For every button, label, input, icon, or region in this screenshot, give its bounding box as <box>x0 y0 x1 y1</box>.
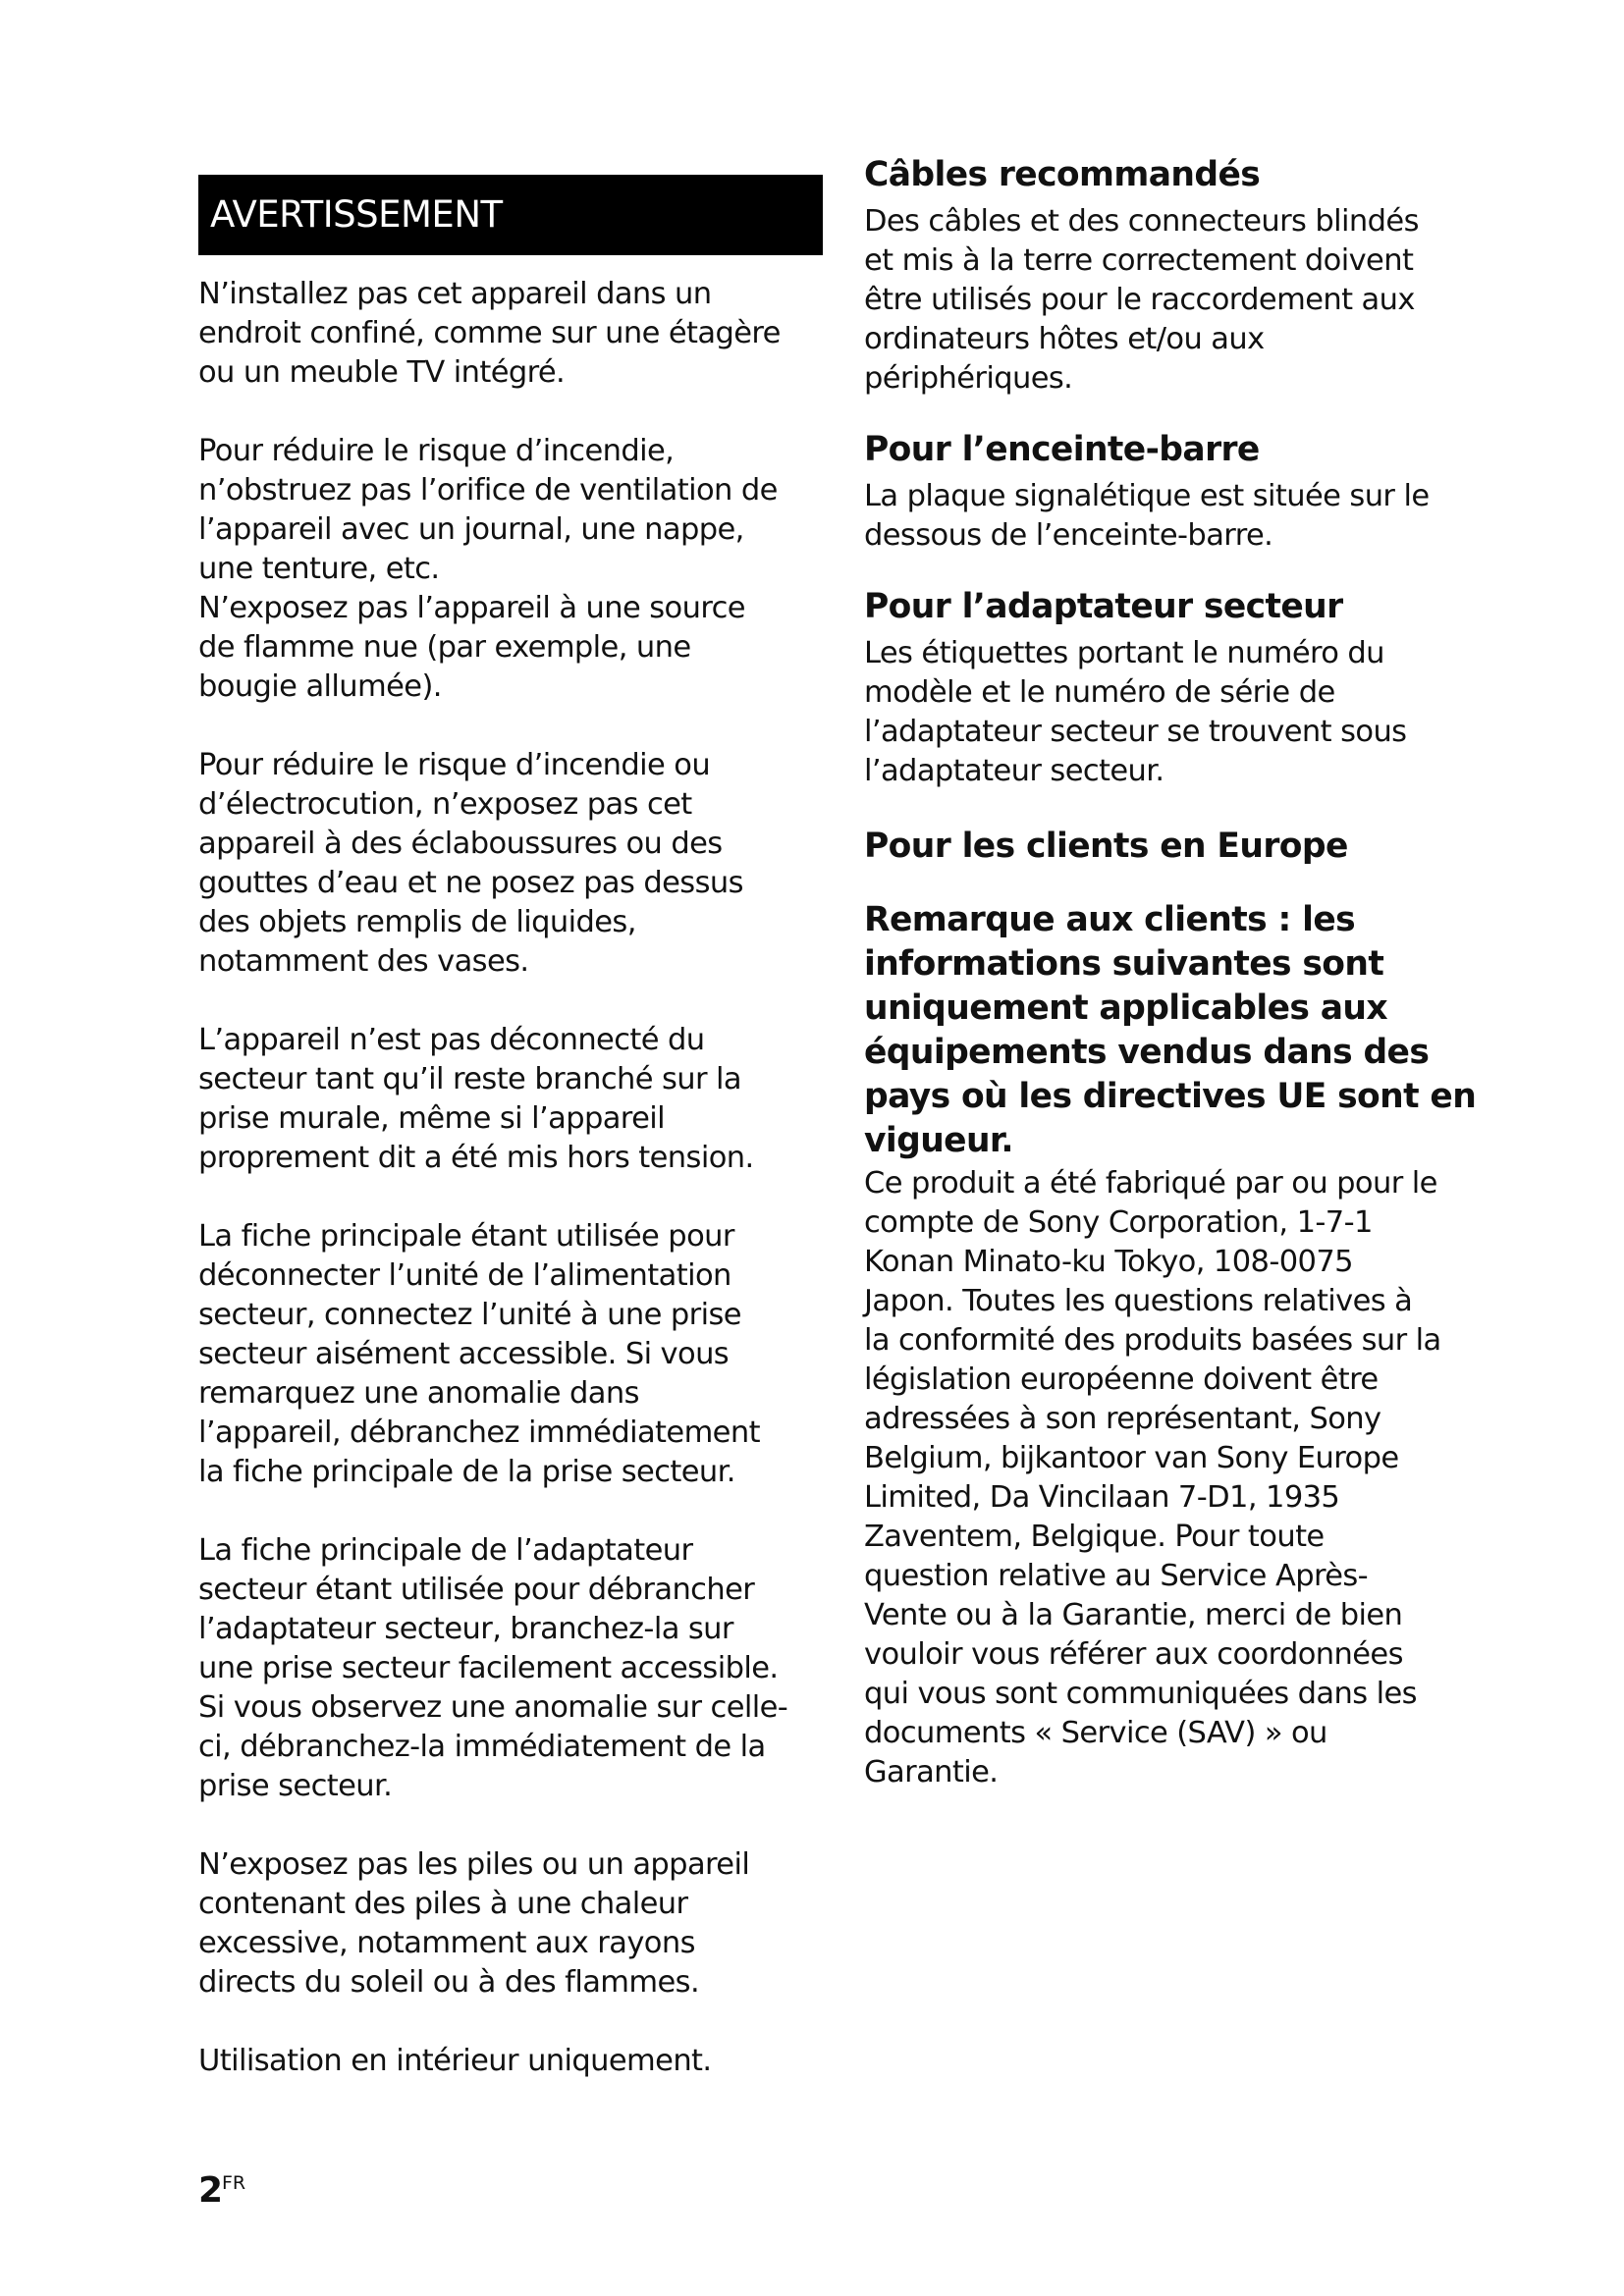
page-number: 2 <box>198 2170 224 2211</box>
paragraph-soundbar: La plaque signalétique est située sur le dessous de l’enceinte-barre. <box>864 479 1430 553</box>
paragraph-installation: N’installez pas cet appareil dans un endroit confiné, comme sur une étagère ou un meuble TV intégré. <box>198 277 781 390</box>
paragraph-recommended-cables: Des câbles et des connecteurs blindés et mis à la terre correctement doivent être utilisés pour le raccordement aux ordinateurs hôtes et/ou aux périphériques. <box>864 204 1419 396</box>
paragraph-indoor-use: Utilisation en intérieur uniquement. <box>198 2044 712 2078</box>
heading-europe-customers: Pour les clients en Europe <box>864 827 1348 866</box>
paragraph-eu-notice: Ce produit a été fabriqué par ou pour le compte de Sony Corporation, 1-7-1 Konan Minato-ku Tokyo, 108-0075 Japon. Toutes les questions relatives à la conformité des produits basées sur la législation européenne doivent être adressées à son représentant, Sony Belgium, bijkantoor van Sony Europe Limited, Da Vincilaan 7-D1, 1935 Zaventem, Belgique. Pour toute question relative au Service Après- Vente ou à la Garantie, merci de bien vouloir vous référer aux coordonnées qui vous sont communiquées dans les documents « Service (SAV) » ou Garantie. <box>864 1166 1441 1789</box>
paragraph-batteries: N’exposez pas les piles ou un appareil contenant des piles à une chaleur excessive, notamment aux rayons directs du soleil ou à des flammes. <box>198 1847 750 2000</box>
page-language-code: FR <box>222 2172 246 2194</box>
paragraph-main-plug: La fiche principale étant utilisée pour déconnecter l’unité de l’alimentation secteur, connectez l’unité à une prise secteur aisément accessible. Si vous remarquez une anomalie dans l’appareil, débranchez immédiatement la fiche principale de la prise secteur. <box>198 1219 760 1489</box>
paragraph-disconnect: L’appareil n’est pas déconnecté du secteur tant qu’il reste branché sur la prise murale, même si l’appareil proprement dit a été mis hors tension. <box>198 1023 754 1175</box>
heading-eu-notice: Remarque aux clients : les informations suivantes sont uniquement applicables aux équipements vendus dans des pays où les directives UE sont en vigueur. <box>864 900 1477 1160</box>
paragraph-ventilation: Pour réduire le risque d’incendie, n’obstruez pas l’orifice de ventilation de l’appareil avec un journal, une nappe, une tenture, etc. N’exposez pas l’appareil à une source de flamme nue (par exemple, une bougie allumée). <box>198 434 778 704</box>
paragraph-liquids: Pour réduire le risque d’incendie ou d’électrocution, n’exposez pas cet appareil à des éclaboussures ou des gouttes d’eau et ne posez pas dessus des objets remplis de liquides, notamment des vases. <box>198 748 743 979</box>
heading-recommended-cables: Câbles recommandés <box>864 155 1261 194</box>
heading-soundbar: Pour l’enceinte-barre <box>864 430 1260 469</box>
paragraph-adapter-plug: La fiche principale de l’adaptateur secteur étant utilisée pour débrancher l’adaptateur secteur, branchez-la sur une prise secteur facilement accessible. Si vous observez une anomalie sur celle- ci, débranchez-la immédiatement de la prise secteur. <box>198 1533 788 1803</box>
heading-ac-adapter: Pour l’adaptateur secteur <box>864 587 1343 626</box>
warning-banner-title: AVERTISSEMENT <box>198 175 823 255</box>
paragraph-ac-adapter: Les étiquettes portant le numéro du modèle et le numéro de série de l’adaptateur secteur se trouvent sous l’adaptateur secteur. <box>864 636 1407 788</box>
